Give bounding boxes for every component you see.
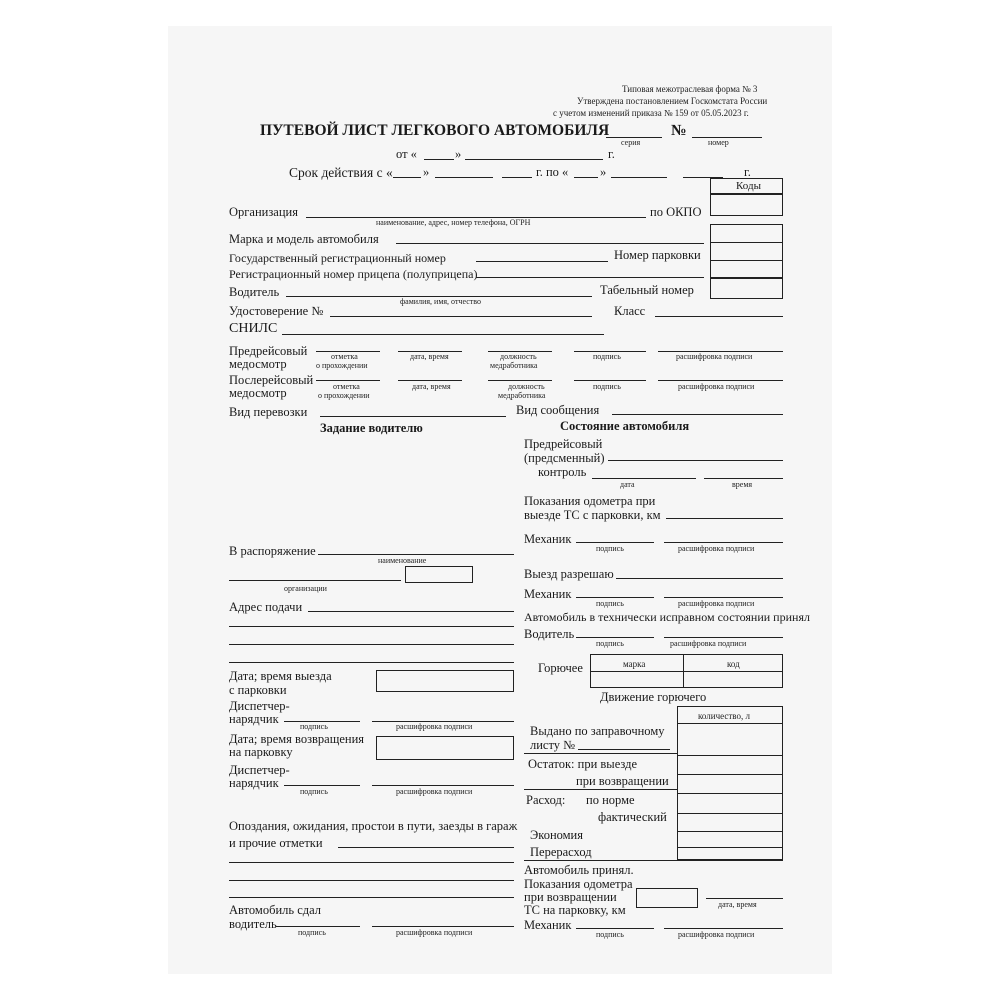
odo-return-box[interactable]: [636, 888, 698, 908]
odo-return-datetime[interactable]: [706, 898, 783, 899]
delays-line-2[interactable]: [229, 862, 514, 863]
mechanic2-sign-hint: подпись: [596, 599, 624, 608]
form-approval-line: Утверждена постановлением Госкомстата России: [577, 96, 768, 106]
mechanic1-signature[interactable]: [576, 542, 654, 543]
driver-label: Водитель: [229, 285, 280, 299]
allow-label: Выезд разрешаю: [524, 567, 614, 581]
pre-control-label1: Предрейсовый: [524, 437, 603, 451]
pre-control-label3: контроль: [538, 465, 587, 479]
validity-year-suffix: г.: [744, 165, 751, 179]
depart-datetime-box[interactable]: [376, 670, 514, 692]
form-type-line: Типовая межотраслевая форма № 3: [622, 84, 758, 94]
rest-return-label: при возвращении: [576, 774, 669, 788]
post-medical-label2: медосмотр: [229, 386, 287, 400]
validity-month-from[interactable]: [435, 177, 493, 178]
post-mark-hint2: о прохождении: [318, 391, 370, 400]
mechanic3-decode[interactable]: [664, 928, 783, 929]
form-amendment-line: с учетом изменений приказа № 159 от 05.05.2023 г.: [553, 108, 749, 118]
validity-day-to[interactable]: [574, 177, 598, 178]
driver-accept-decode[interactable]: [664, 637, 783, 638]
mechanic1-label: Механик: [524, 532, 572, 546]
post-position-hint2: медработника: [498, 391, 546, 400]
validity-label: Срок действия с «: [289, 165, 393, 180]
delays-line-1[interactable]: [338, 847, 514, 848]
delays-line-3[interactable]: [229, 880, 514, 881]
page-title: ПУТЕВОЙ ЛИСТ ЛЕГКОВОГО АВТОМОБИЛЯ: [260, 122, 610, 139]
driver-accept-label: Водитель: [524, 627, 575, 641]
post-decode-line[interactable]: [658, 380, 783, 381]
trailer-field[interactable]: [476, 277, 704, 278]
disposal-field[interactable]: [318, 554, 514, 555]
okpo-code-box[interactable]: [710, 194, 783, 216]
disposal-org-hint: организации: [284, 584, 327, 593]
from-label: от «: [396, 147, 417, 161]
validity-quote1: »: [423, 165, 430, 179]
dispatcher1-label2: нарядчик: [229, 712, 279, 726]
parking-label: Номер парковки: [614, 248, 701, 262]
driver-accept-signature[interactable]: [576, 637, 654, 638]
mechanic1-decode[interactable]: [664, 542, 783, 543]
tab-number-box[interactable]: [710, 278, 783, 299]
dispatcher2-label2: нарядчик: [229, 776, 279, 790]
pre-mark-hint2: о прохождении: [316, 361, 368, 370]
post-position-hint1: должность: [508, 382, 545, 391]
disposal-code-box[interactable]: [405, 566, 473, 583]
delays-label2: и прочие отметки: [229, 836, 323, 850]
pre-control-label2: (предсменный): [524, 451, 605, 465]
tab-number-label: Табельный номер: [600, 283, 694, 297]
number-sign: №: [671, 122, 687, 139]
address-line-4[interactable]: [229, 662, 514, 663]
okpo-label: по ОКПО: [650, 205, 702, 219]
license-field[interactable]: [330, 316, 592, 317]
rest-label: Остаток: при выезде: [528, 757, 638, 771]
fuel-move-title: Движение горючего: [600, 690, 707, 704]
mechanic3-label: Механик: [524, 918, 572, 932]
address-line-3[interactable]: [229, 644, 514, 645]
accepted2-label: Автомобиль принял.: [524, 863, 634, 877]
post-mark-hint1: отметка: [333, 382, 360, 391]
pre-control-line[interactable]: [608, 460, 783, 461]
snils-field[interactable]: [282, 334, 604, 335]
fuel-label: Горючее: [538, 661, 583, 675]
fuel-bottom-divider: [524, 860, 783, 861]
handed-label1: Автомобиль сдал: [229, 903, 322, 917]
mechanic3-sign-hint: подпись: [596, 930, 624, 939]
pre-mark-hint1: отметка: [331, 352, 358, 361]
accepted-label: Автомобиль в технически исправном состоянии принял: [524, 610, 810, 624]
dispatcher2-decode[interactable]: [372, 785, 514, 786]
economy-label: Экономия: [530, 828, 583, 842]
validity-day-from[interactable]: [393, 177, 421, 178]
mechanic2-label: Механик: [524, 587, 572, 601]
vehicle-state-title: Состояние автомобиля: [560, 419, 690, 433]
pre-control-date[interactable]: [592, 478, 696, 479]
trailer-label: Регистрационный номер прицепа (полуприцепа): [229, 267, 478, 281]
disposal-label: В распоряжение: [229, 544, 316, 558]
from-month-line[interactable]: [465, 159, 603, 160]
pre-control-date-hint: дата: [620, 480, 635, 489]
parking-code-box[interactable]: [710, 224, 783, 278]
odometer-label1: Показания одометра при: [524, 494, 656, 508]
post-signature-line[interactable]: [574, 380, 646, 381]
handed-sign-hint: подпись: [298, 928, 326, 937]
validity-to-label: г. по «: [536, 165, 569, 179]
transport-type-field[interactable]: [320, 416, 506, 417]
model-label: Марка и модель автомобиля: [229, 232, 379, 246]
post-medical-label1: Послерейсовый: [229, 373, 314, 387]
mechanic3-decode-hint: расшифровка подписи: [678, 930, 755, 939]
dispatcher2-label1: Диспетчер-: [229, 763, 290, 777]
pre-position-hint2: медработника: [490, 361, 538, 370]
return-datetime-box[interactable]: [376, 736, 514, 760]
dispatcher2-signature[interactable]: [284, 785, 360, 786]
overuse-label: Перерасход: [530, 845, 592, 859]
fuel-code-header: код: [727, 659, 740, 669]
driver-accept-decode-hint: расшифровка подписи: [670, 639, 747, 648]
post-datetime-line[interactable]: [398, 380, 462, 381]
class-label: Класс: [614, 304, 646, 318]
disposal-org-field[interactable]: [229, 580, 401, 581]
dispatcher2-sign-hint: подпись: [300, 787, 328, 796]
delays-label1: Опоздания, ожидания, простои в пути, заезды в гараж: [229, 819, 518, 833]
fuel-brand-header: марка: [623, 659, 646, 669]
norm-label: по норме: [586, 793, 635, 807]
org-hint: наименование, адрес, номер телефона, ОГРН: [376, 218, 531, 227]
dispatcher1-sign-hint: подпись: [300, 722, 328, 731]
mechanic1-decode-hint: расшифровка подписи: [678, 544, 755, 553]
odometer-label2: выезде ТС с парковки, км: [524, 508, 661, 522]
pre-control-time[interactable]: [704, 478, 783, 479]
mechanic2-decode[interactable]: [664, 597, 783, 598]
series-hint: серия: [621, 138, 641, 147]
depart-label1: Дата; время выезда: [229, 669, 332, 683]
odo-return-label1: Показания одометра: [524, 877, 633, 891]
issued-label2: листу №: [530, 738, 576, 752]
post-signature-hint: подпись: [593, 382, 621, 391]
from-day-line[interactable]: [424, 159, 454, 160]
number-hint: номер: [708, 138, 729, 147]
pre-control-time-hint: время: [732, 480, 753, 489]
message-type-label: Вид сообщения: [516, 403, 600, 417]
dispatcher2-decode-hint: расшифровка подписи: [396, 787, 473, 796]
post-decode-hint: расшифровка подписи: [678, 382, 755, 391]
expense-label: Расход:: [526, 793, 566, 807]
driver-accept-sign-hint: подпись: [596, 639, 624, 648]
address-label: Адрес подачи: [229, 600, 303, 614]
odo-return-label2: при возвращении: [524, 890, 617, 904]
issued-label1: Выдано по заправочному: [530, 724, 665, 738]
post-mark-line[interactable]: [316, 380, 380, 381]
validity-month-to[interactable]: [611, 177, 667, 178]
return-label2: на парковку: [229, 745, 293, 759]
class-field[interactable]: [655, 316, 783, 317]
transport-type-label: Вид перевозки: [229, 405, 308, 419]
odometer-field[interactable]: [666, 518, 783, 519]
mechanic3-signature[interactable]: [576, 928, 654, 929]
reg-number-label: Государственный регистрационный номер: [229, 251, 446, 265]
reg-number-field[interactable]: [476, 261, 608, 262]
mechanic2-signature[interactable]: [576, 597, 654, 598]
snils-label: СНИЛС: [229, 321, 278, 336]
license-label: Удостоверение №: [229, 304, 324, 318]
pre-medical-label2: медосмотр: [229, 357, 287, 371]
odo-return-label3: ТС на парковку, км: [524, 903, 626, 917]
pre-datetime-hint: дата, время: [410, 352, 449, 361]
issued-divider: [524, 753, 677, 754]
validity-year-from[interactable]: [502, 177, 532, 178]
driver-task-title: Задание водителю: [320, 421, 423, 435]
dispatcher1-decode-hint: расшифровка подписи: [396, 722, 473, 731]
dispatcher1-label1: Диспетчер-: [229, 699, 290, 713]
pre-signature-hint: подпись: [593, 352, 621, 361]
pre-decode-hint: расшифровка подписи: [676, 352, 753, 361]
address-line-2[interactable]: [229, 626, 514, 627]
post-datetime-hint: дата, время: [412, 382, 451, 391]
return-label1: Дата; время возвращения: [229, 732, 365, 746]
quote-close: »: [455, 147, 462, 161]
disposal-name-hint: наименование: [378, 556, 427, 565]
handed-decode[interactable]: [372, 926, 514, 927]
address-line-1[interactable]: [308, 611, 514, 612]
mechanic2-decode-hint: расшифровка подписи: [678, 599, 755, 608]
driver-hint: фамилия, имя, отчество: [400, 297, 481, 306]
handed-signature[interactable]: [276, 926, 360, 927]
pre-medical-label1: Предрейсовый: [229, 344, 308, 358]
message-type-field[interactable]: [612, 414, 783, 415]
validity-quote2: »: [600, 165, 607, 179]
allow-field[interactable]: [616, 578, 783, 579]
qty-header: количество, л: [698, 711, 750, 721]
fuel-qty-table: [677, 706, 783, 860]
fuel-table: [590, 654, 783, 688]
issued-number-field[interactable]: [578, 749, 670, 750]
codes-header: Коды: [710, 178, 783, 194]
org-label: Организация: [229, 205, 298, 219]
pre-position-hint1: должность: [500, 352, 537, 361]
depart-label2: с парковки: [229, 683, 287, 697]
delays-line-4[interactable]: [229, 897, 514, 898]
model-field[interactable]: [396, 243, 704, 244]
fact-label: фактический: [598, 810, 667, 824]
rest-divider: [524, 789, 677, 790]
handed-label2: водитель: [229, 917, 277, 931]
mechanic1-sign-hint: подпись: [596, 544, 624, 553]
year-suffix: г.: [608, 147, 615, 161]
odo-return-datetime-hint: дата, время: [718, 900, 757, 909]
post-position-line[interactable]: [488, 380, 552, 381]
handed-decode-hint: расшифровка подписи: [396, 928, 473, 937]
